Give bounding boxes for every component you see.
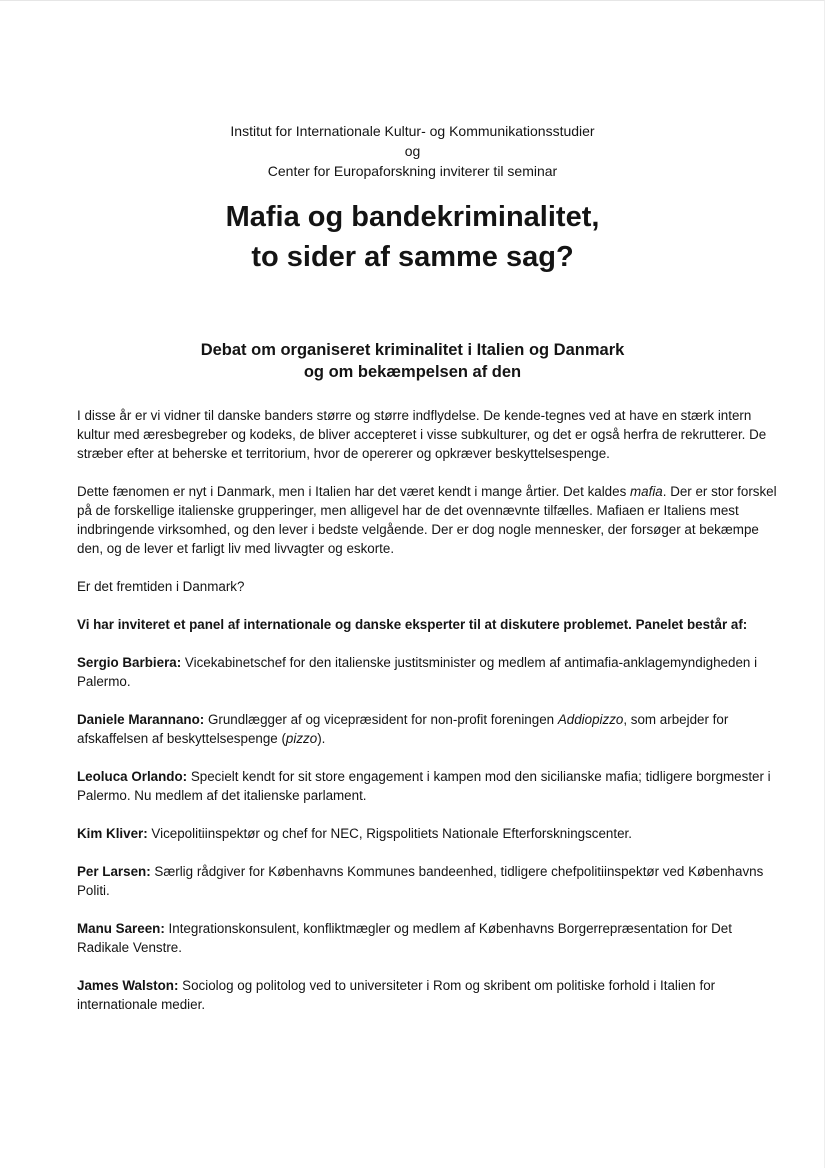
- seminar-subtitle: [0, 339, 825, 383]
- panelist-description: Vicepolitiinspektør og chef for NEC, Rigspolitiets Nationale Efterforskningscenter.: [147, 826, 632, 841]
- panelist-name: Per Larsen:: [77, 864, 151, 879]
- title-line-2: to sider af samme sag?: [251, 241, 574, 273]
- body-text: [77, 406, 777, 1014]
- panelist-description: Særlig rådgiver for Københavns Kommunes bandeenhed, tidligere chefpolitiinspektør ved Københavns Politi.: [77, 864, 764, 898]
- title-line-1: Mafia og bandekriminalitet,: [225, 201, 600, 233]
- panelist-sareen: [77, 919, 777, 957]
- panelist-marannano: [77, 710, 777, 748]
- intro-p2-italic: mafia: [630, 484, 663, 499]
- panelist-description-c: ).: [317, 731, 326, 746]
- panelist-kliver: [77, 824, 777, 843]
- panelist-italic-2: pizzo: [285, 731, 318, 746]
- panelist-name: Manu Sareen:: [77, 921, 165, 936]
- organizer-header: [0, 121, 825, 181]
- subtitle-line-2: og om bekæmpelsen af den: [303, 363, 522, 381]
- intro-question: Er det fremtiden i Danmark?: [77, 579, 245, 594]
- panelist-description: Specielt kendt for sit store engagement i kampen mod den sicilianske mafia; tidligere borgmester i Palermo. Nu medlem af det italienske parlament.: [77, 769, 771, 803]
- organizer-line-3: Center for Europaforskning inviterer til seminar: [267, 163, 558, 179]
- panelist-description-a: Grundlægger af og vicepræsident for non-profit foreningen: [204, 712, 558, 727]
- organizer-line-1: Institut for Internationale Kultur- og Kommunikationsstudier: [230, 123, 595, 139]
- panelist-name: James Walston:: [77, 978, 179, 993]
- panelist-name: Daniele Marannano:: [77, 712, 205, 727]
- intro-p2-text-a: Dette fænomen er nyt i Danmark, men i Italien har det været kendt i mange årtier. Det kaldes: [77, 484, 630, 499]
- panelist-description-b: , som arbejder for afskaffelsen af beskyttelsespenge (: [77, 712, 729, 746]
- intro-paragraph-1: I disse år er vi vidner til danske banders større og større indflydelse. De kende-tegnes ved at have en stærk intern kultur med æresbegreber og kodeks, de bliver accepteret i visse subkulturer, og det er også herfra de rekrutterer. De stræber efter at beherske et territorium, hvor de opererer og opkræver beskyttelsespenge.: [77, 408, 767, 461]
- panel-intro: Vi har inviteret et panel af internationale og danske eksperter til at diskutere problemet. Panelet består af:: [77, 617, 748, 632]
- panelist-orlando: [77, 767, 777, 805]
- panelist-barbiera: [77, 653, 777, 691]
- subtitle-line-1: Debat om organiseret kriminalitet i Italien og Danmark: [200, 341, 625, 359]
- panelist-description: Sociolog og politolog ved to universiteter i Rom og skribent om politiske forhold i Italien for internationale medier.: [77, 978, 716, 1012]
- panelist-italic-1: Addiopizzo: [557, 712, 624, 727]
- intro-paragraph-2: [77, 482, 777, 558]
- seminar-title: [0, 197, 825, 277]
- panelist-walston: [77, 976, 777, 1014]
- panelist-name: Kim Kliver:: [77, 826, 148, 841]
- panelist-name: Leoluca Orlando:: [77, 769, 188, 784]
- organizer-line-2: og: [404, 143, 421, 159]
- panelist-description: Vicekabinetschef for den italienske justitsminister og medlem af antimafia-anklagemyndigheden i Palermo.: [77, 655, 758, 689]
- intro-p2-text-b: . Der er stor forskel på de forskellige italienske grupperinger, men alligevel har de det ovennævnte tilfælles. Mafiaen er Italiens mest indbringende virksomhed, og den lever i bedste velgående. Der er dog nogle mennesker, der forsøger at bekæmpe den, og de lever et farligt liv med livvagter og eskorte.: [77, 484, 777, 556]
- panelist-larsen: [77, 862, 777, 900]
- panelist-name: Sergio Barbiera:: [77, 655, 182, 670]
- panelist-description: Integrationskonsulent, konfliktmægler og medlem af Københavns Borgerrepræsentation for Det Radikale Venstre.: [77, 921, 732, 955]
